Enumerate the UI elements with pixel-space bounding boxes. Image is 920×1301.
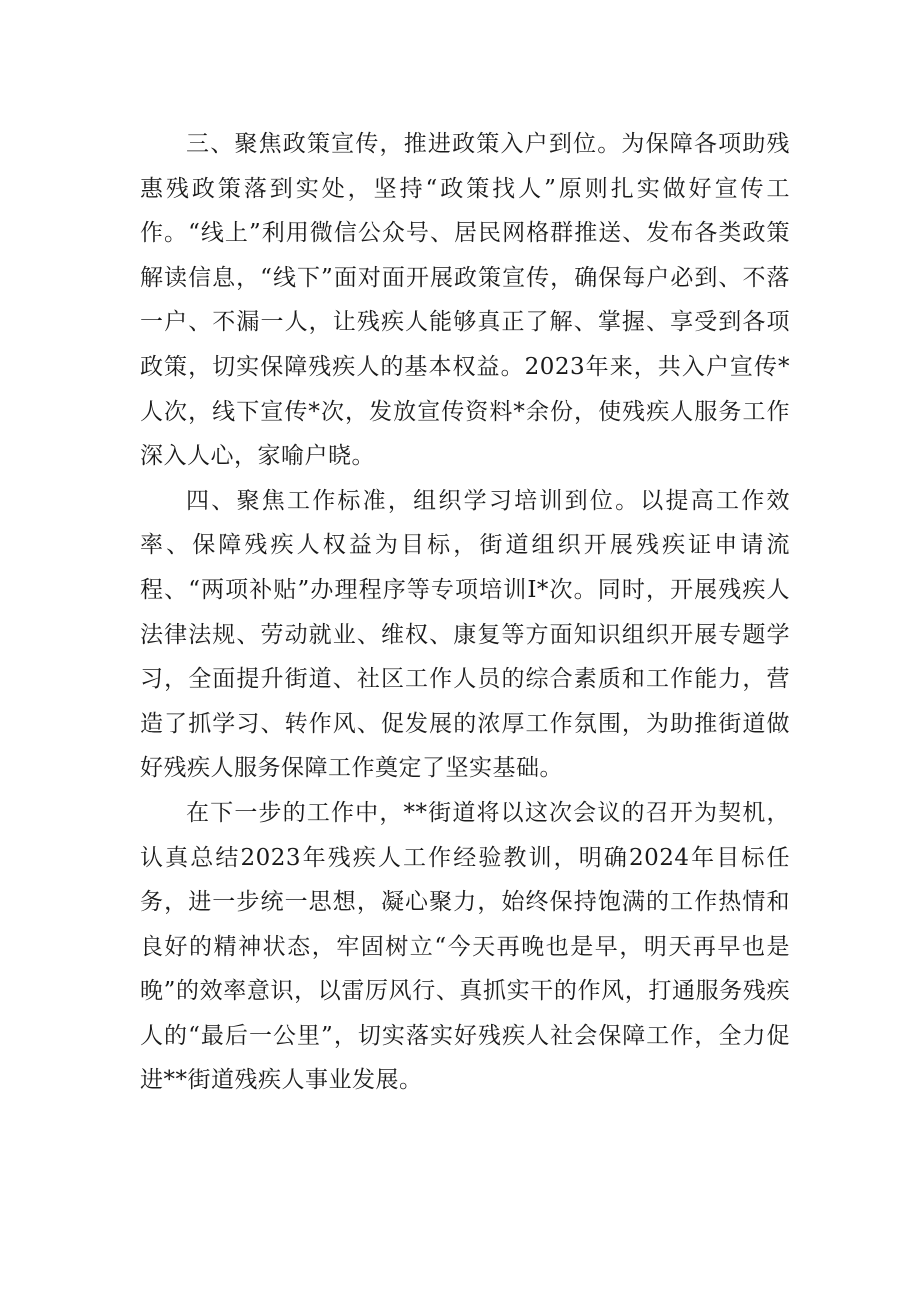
paragraph-next-steps: 在下一步的工作中，**街道将以这次会议的召开为契机，认真总结2023年残疾人工作经验教训，明确2024年目标任务，进一步统一思想，凝心聚力，始终保持饱满的工作热情和良好的精神状态，牢固树立“今天再晚也是早，明天再早也是晚”的效率意识，以雷厉风行、真抓实干的作风，打通服务残疾人的“最后一公里”，切实落实好残疾人社会保障工作，全力促进**街道残疾人事业发展。 [140,799,790,1094]
paragraph-training: 四、聚焦工作标准，组织学习培训到位。以提高工作效率、保障残疾人权益为目标，街道组织开展残疾证申请流程、“两项补贴”办理程序等专项培训I*次。同时，开展残疾人法律法规、劳动就业、维权、康复等方面知识组织开展专题学习，全面提升街道、社区工作人员的综合素质和工作能力，营造了抓学习、转作风、促发展的浓厚工作氛围，为助推街道做好残疾人服务保障工作奠定了坚实基础。 [140,487,790,782]
paragraph-policy-publicity: 三、聚焦政策宣传，推进政策入户到位。为保障各项助残惠残政策落到实处，坚持“政策找人”原则扎实做好宣传工作。“线上”利用微信公众号、居民网格群推送、发布各类政策解读信息，“线下”面对面开展政策宣传，确保每户必到、不落一户、不漏一人，让残疾人能够真正了解、掌握、享受到各项政策，切实保障残疾人的基本权益。2023年来，共入户宣传*人次，线下宣传*次，发放宣传资料*余份，使残疾人服务工作深入人心，家喻户晓。 [140,131,790,470]
document-body [140,122,790,1103]
